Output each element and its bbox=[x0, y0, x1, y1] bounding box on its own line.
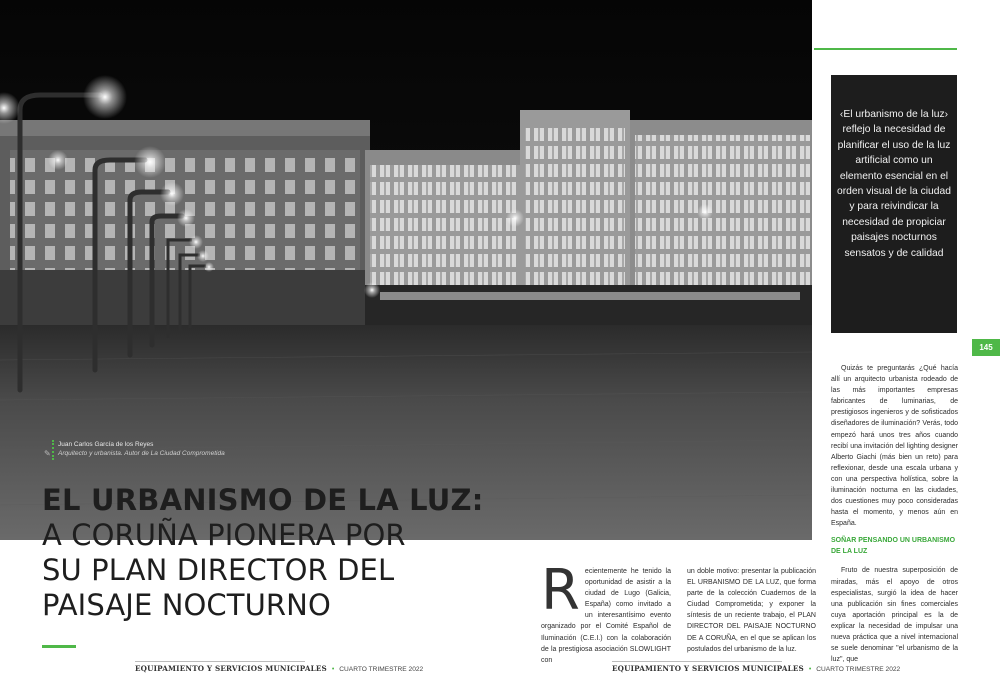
title-line-3: SU PLAN DIRECTOR DEL bbox=[42, 553, 395, 587]
footer-rule-left bbox=[135, 661, 305, 662]
column-2-text: un doble motivo: presentar la publicación EL URBANISMO DE LA LUZ, que forma parte de la colección Cuadernos de la Ciudad Comprometida; y exponer la síntesis de un reciente trabajo, el PLAN DIRECTOR DEL PAISAJE NOCTURNO DE A CORUÑA, en el que se aplican los postulados del urbanismo de la luz. bbox=[687, 568, 816, 653]
photo-caption bbox=[44, 440, 284, 458]
page-number: 145 bbox=[972, 339, 1000, 356]
pull-quote-text: ‹El urbanismo de la luz› reflejo la necesidad de planificar el uso de la luz artificial como un elemento esencial en el orden visual de la ciudad y para reivindicar la necesidad de propiciar paisajes nocturnos sensatos y de calidad bbox=[837, 109, 951, 259]
footer-publication-name: EQUIPAMIENTO Y SERVICIOS MUNICIPALES bbox=[135, 664, 327, 673]
body-column-1 bbox=[541, 558, 671, 666]
title-accent-bar bbox=[42, 645, 76, 648]
top-green-rule bbox=[814, 48, 957, 50]
footer-separator: • bbox=[808, 666, 812, 673]
title-line-1: EL URBANISMO DE LA LUZ: bbox=[42, 483, 484, 517]
caption-author: Juan Carlos García de los Reyes bbox=[58, 441, 154, 448]
body-column-3 bbox=[831, 363, 958, 665]
footer-left bbox=[135, 664, 423, 673]
footer-rule-right bbox=[612, 661, 782, 662]
footer-right bbox=[612, 664, 900, 673]
footer-issue: CUARTO TRIMESTRE 2022 bbox=[339, 666, 424, 673]
column-3-paragraph-1: Quizás te preguntarás ¿Qué hacía allí un arquitecto urbanista rodeado de las más importantes empresas fabricantes de luminarias, de prestigiosos ingenieros y de sofisticados diseñadores de iluminación? Verás, todo empezó hará unos tres años cuando recibí una invitación del lighting designer Alberto Giachi (más bien un reto) para reflexionar, desde una escala urbana y con una perspectiva holística, sobre la iluminación nocturna en las ciudades, dos cuestiones muy poco consideradas hasta el momento, y menos aún en España. bbox=[831, 365, 958, 528]
caption-role: Arquitecto y urbanista. Autor de La Ciudad Comprometida bbox=[58, 450, 225, 457]
drop-cap: R bbox=[541, 558, 580, 623]
footer-separator: • bbox=[331, 666, 335, 673]
title-line-2: A CORUÑA PIONERA POR bbox=[42, 518, 406, 552]
section-subhead: SOÑAR PENSANDO UN URBANISMO DE LA LUZ bbox=[831, 537, 956, 556]
column-3-paragraph-2: Fruto de nuestra superposición de miradas, más el apoyo de otros especialistas, surgió la idea de hacer una publicación sin fines comerciales cuya aportación principal es la de explicar la necesidad de impulsar una nueva práctica que a nivel internacional se suele denominar "el urbanismo de la luz", que bbox=[831, 567, 958, 664]
caption-dots bbox=[52, 440, 54, 460]
footer-issue: CUARTO TRIMESTRE 2022 bbox=[816, 666, 901, 673]
body-column-2 bbox=[687, 566, 816, 655]
column-1-text: ecientemente he tenido la oportunidad de asistir a la ciudad de Lugo (Galicia, España) como invitado a un interesantísimo evento organizado por el Comité Español de Iluminación (C.E.I.) con la colaboración de la prestigiosa asociación SLOWLIGHT con bbox=[541, 568, 671, 664]
title-line-4: PAISAJE NOCTURNO bbox=[42, 588, 331, 622]
footer-publication-name: EQUIPAMIENTO Y SERVICIOS MUNICIPALES bbox=[612, 664, 804, 673]
article-title bbox=[42, 483, 512, 623]
pencil-icon: ✎ bbox=[44, 449, 51, 458]
